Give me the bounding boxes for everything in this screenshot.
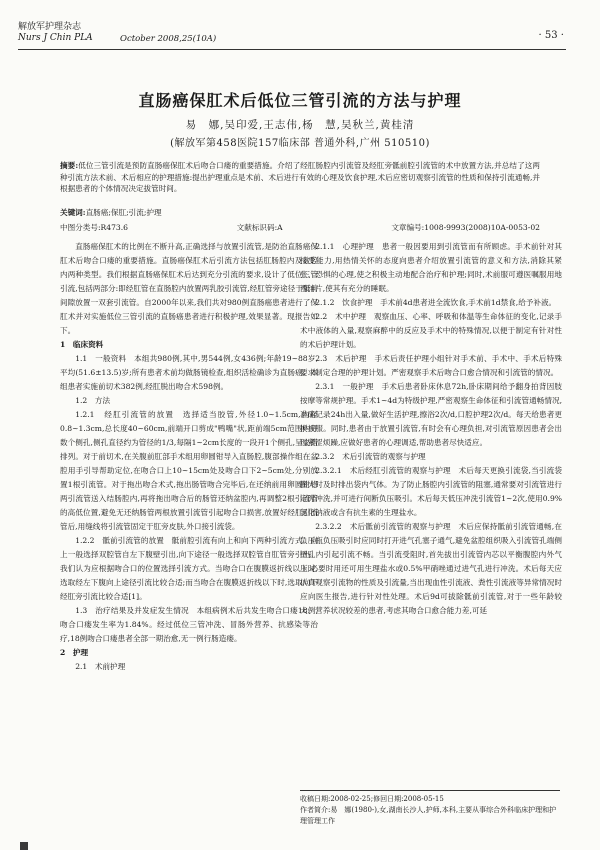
keywords-label: 关键词: bbox=[60, 208, 86, 217]
body-paragraph: 2.3.1 一般护理 手术后患者卧床休息72h,卧床期间给予翻身拍背因肢按摩等常规护理。手术1~4d为特级护理,严密观察生命体征和引流管通畅情况,准确记录24h出入量,做好生活护理,擦浴2次/d,口腔护理2次/d。每天给患者更换被服。同时,患者由于放置引流管,有时会有心理负担,对引流管原因患者会出现紧涩烦躁,应做好患者的心理调适,帮助患者尽快适应。 bbox=[300, 382, 562, 447]
footnote bbox=[300, 794, 562, 827]
article-number: 文章编号:1008-9993(2008)10A-0053-02 bbox=[391, 223, 540, 232]
keywords-text: 直肠癌;保肛;引流;护理 bbox=[85, 208, 162, 217]
classification-line bbox=[60, 222, 540, 233]
body-column-right bbox=[300, 240, 562, 618]
article-title: 直肠癌保肛术后低位三管引流的方法与护理 bbox=[138, 91, 462, 110]
running-header-journal bbox=[18, 22, 93, 44]
page-number: · 53 · bbox=[538, 30, 564, 41]
issue-info: October 2008,25(10A) bbox=[120, 34, 217, 44]
body-paragraph: 1.1 一般资料 本组共980例,其中,男544例,女436例;年龄19~88岁,平均(51.6±13.5)岁;所有患者术前均做肠镜检查,组织活检确诊为直肠癌。本组患者实施前切术382例,经肛脱出吻合术598例。 bbox=[60, 354, 318, 391]
article-affiliation: (解放军第458医院157临床部 普通外科,广州 510510) bbox=[170, 138, 430, 149]
corner-mark-icon bbox=[20, 842, 28, 850]
body-paragraph: 1.3 治疗结果及并发症发生情况 本组病例术后共发生吻合口瘘18例,吻合口瘘发生率为1.84%。经过低位三管冲洗、冒肠外营养、抗感染等治疗,18例吻合口瘘患者全部一期治愈,无一例行肠造瘘。 bbox=[60, 606, 318, 643]
document-code: 文献标识码:A bbox=[236, 223, 283, 232]
body-column-left bbox=[60, 240, 318, 674]
abstract bbox=[60, 160, 540, 195]
abstract-text: 低位三管引流是预防直肠癌保肛术后吻合口瘘的重要措施。介绍了经肛肠腔内引流管及经肛旁骶前腔引流管的术中放置方法,并总结了这两种引流方法术前、术后相应的护理措施:提出护理重点是术前、术后进行有效的心理及饮食护理,术后应密切观察引流管的性质和保持引流通畅,并根据患者的个体情况决定拔管时间。 bbox=[60, 161, 540, 193]
journal-name-cn: 解放军护理杂志 bbox=[18, 22, 82, 32]
body-paragraph: 2.1 术前护理 bbox=[75, 662, 126, 671]
body-paragraph: 直肠癌保肛术的比例在不断升高,正确选择与放置引流管,是防治直肠癌保肛术后吻合口瘘的重要措施。直肠癌保肛术后引流方法包括肛肠腔内及盆腔内两种类型。我们根据直肠癌保肛术后达到充分引流的要求,设计了低位三管引流,包括两部分:即经肛管在直肠腔内放置两乳胶引流管,经肛管旁途径于骶前间隙放置一双套引流管。自2000年以来,我们共对980例直肠癌患者进行了保肛术并对实施低位三管引流的直肠癌患者进行积极护理,效果显著。现报告如下。 bbox=[60, 242, 318, 335]
abstract-label: 摘要: bbox=[60, 161, 79, 170]
keywords bbox=[60, 207, 162, 218]
body-paragraph: 1.2.2 骶前引流管的放置 骶前腔引流有向上和向下两种引流方式。向上一般选择双腔管自左下腹壁引出,向下途径一般选择双腔管自肛管旁引出。我们认为应根据吻合口的位置选择引流方式。当吻合口在腹膜返折线以上时,选取经左下腹向上途径引流比较合适;而当吻合在腹膜返折线以下时,选取向下经肛旁引流比较合适[1]。 bbox=[60, 536, 318, 601]
journal-name-en: Nurs J Chin PLA bbox=[18, 33, 93, 43]
body-paragraph: 2.1.1 心理护理 患者一般因要用到引流管而有所顾虑。手术前针对其接受能力,用热情关怀的态度向患者介绍放置引流管的意义和方法,消除其紧张、恐惧的心理,使之积极主动地配合治疗和护理;同时,术前服可遵医嘱服用地西泮片,使其有充分的睡眠。 bbox=[300, 242, 562, 293]
section-heading: 2 护理 bbox=[60, 648, 89, 657]
page-corner-mark bbox=[20, 842, 28, 850]
body-paragraph: 2.3 术后护理 手术后责任护理小组针对手术前、手术中、手术后特殊要求制定合理的护理计划。严密观察手术后吻合口愈合情况和引流管的情况。 bbox=[300, 354, 562, 377]
footnote-rule bbox=[300, 790, 560, 791]
body-paragraph: 2.3.2.2 术后骶前引流管的观察与护理 术后应保持骶前引流管通畅,在负压瓶负压吸引时应同时打开进气孔塞子通气,避免盆腔组织吸入引流管孔端侧壁孔内引起引流不畅。当引流受阻时,首先拔出引流管内芯以平衡腹腔内外气压,必要时用还可用生理盐水或0.5%甲硝唑通过进气孔进行冲洗。术后每天应认真观察引流物的性质及引流量,当出现血性引流液、粪性引流液等异常情况时应向医生报告,进行针对性处理。术后9d可拔除骶前引流管,对于一些年龄较大、营养状况较差的患者,考虑其吻合口愈合能力差,可延 bbox=[300, 522, 562, 615]
article-authors: 易 娜,吴印爱,王志伟,杨 慧,吴秋兰,黄桂清 bbox=[185, 119, 415, 131]
body-paragraph: 2.1.2 饮食护理 手术前4d患者进全流饮食,手术前1d禁食,给予补液。 bbox=[315, 298, 557, 307]
section-heading: 1 临床资料 bbox=[60, 340, 104, 349]
author-bio: 作者简介:易 娜(1980-),女,湖南长沙人,护师,本科,主要从事综合外科临床护理和护理管理工作 bbox=[300, 806, 557, 825]
body-paragraph: 1.2.1 经肛引流管的放置 选择适当胶管,外径1.0~1.5cm,内径0.8~1.3cm,总长度40~60cm,前端开口剪成"鸭嘴"状,距前端5cm范围内开数个侧孔,侧孔直径约为管径的1/3,每隔1~2cm长度的一段开1个侧孔,呈交错排列。对于前切术,在关腹前肛部手术组用卵圆钳导入直肠腔,腹部操作组在盆腔用手引导帮助定位,在吻合口上10~15cm处及吻合口下2~5cm处,分别放置1根引流管。对于拖出吻合术式,拖出肠管吻合完毕后,在还纳前用卵圆钳将两引流管送入结肠腔内,再将拖出吻合后的肠管还纳盆腔内,再调整2根引流管的高低位置,避免无还纳肠管两根放置引流管引起吻合口损害,放置好经肛引流管后,用缝线将引流管固定于肛旁皮肤,外口接引流袋。 bbox=[60, 410, 318, 531]
clc-number: 中图分类号:R473.6 bbox=[60, 223, 128, 232]
body-paragraph: 2.3.2 术后引流管的观察与护理 bbox=[315, 452, 426, 461]
received-dates: 收稿日期:2008-02-25;修回日期:2008-05-15 bbox=[300, 795, 444, 803]
header-rule bbox=[18, 49, 566, 50]
body-paragraph: 2.2 术中护理 观察血压、心率、呼吸和体温等生命体征的变化,记录手术中液体的入量,观察麻醉中的反应及手术中的特殊情况,以便于制定有针对性的术后护理计划。 bbox=[300, 312, 562, 349]
body-paragraph: 1.2 方法 bbox=[75, 396, 111, 405]
body-paragraph: 2.3.2.1 术后经肛引流管的观察与护理 术后每天更换引流袋,当引流袋膨大时及时排出袋内气体。为了防止肠腔内引流管的阻塞,通常要对引流管进行定时冲洗,并可进行间断负压吸引。术后每天低压冲洗引流管1~2次,使用0.9%氯化钠液或含有抗生素的生理盐水。 bbox=[300, 466, 562, 517]
